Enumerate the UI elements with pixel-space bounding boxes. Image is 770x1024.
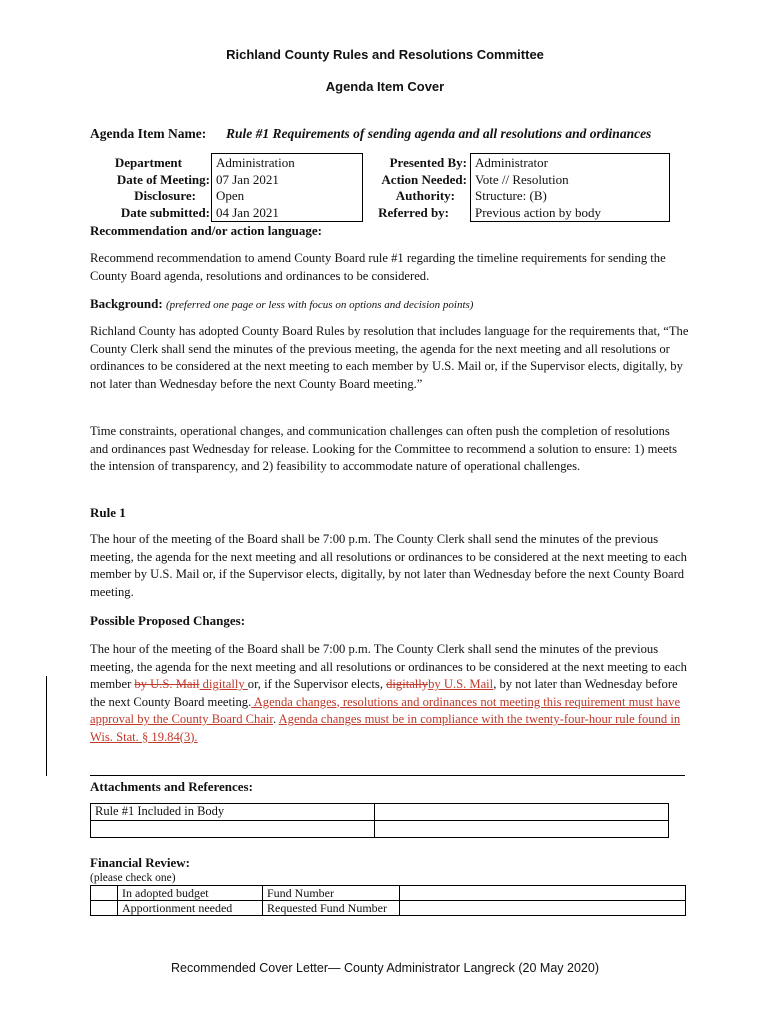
meta-value: 04 Jan 2021 bbox=[216, 204, 279, 220]
agenda-item-label: Agenda Item Name: bbox=[90, 126, 207, 141]
meta-label: Date submitted: bbox=[120, 204, 210, 220]
financial-note: (please check one) bbox=[90, 872, 176, 884]
table-cell bbox=[375, 804, 669, 821]
table-cell[interactable] bbox=[400, 886, 686, 901]
document-subtitle: Agenda Item Cover bbox=[325, 79, 445, 94]
financial-label: Financial Review: bbox=[90, 855, 191, 870]
meta-left-values bbox=[216, 155, 356, 221]
rule1-text: The hour of the meeting of the Board shall be 7:00 p.m. The County Clerk shall send the minutes of the previous meeting, the agenda for the next meeting and all resolutions or ordinances to be considered at the next meeting to each member by U.S. Mail or, if the Supervisor elects, digitally, by not later than Wednesday before the next County Board meeting. bbox=[90, 532, 687, 599]
meta-label: Authority: bbox=[395, 188, 455, 203]
meta-label: Department bbox=[114, 155, 182, 170]
recommendation-label: Recommendation and/or action language: bbox=[90, 223, 322, 238]
meta-left-labels bbox=[90, 155, 210, 221]
attachments-table bbox=[90, 803, 669, 838]
table-cell: Requested Fund Number bbox=[263, 901, 400, 916]
document-title: Richland County Rules and Resolutions Committee bbox=[226, 47, 544, 62]
table-cell: In adopted budget bbox=[118, 886, 263, 901]
table-row bbox=[91, 886, 686, 901]
inserted-text: digitally bbox=[199, 677, 248, 691]
meta-value: Previous action by body bbox=[475, 204, 602, 220]
checkbox-cell[interactable] bbox=[91, 886, 118, 901]
meta-value: Structure: (B) bbox=[475, 188, 547, 203]
meta-label: Date of Meeting: bbox=[116, 171, 210, 187]
proposed-label: Possible Proposed Changes: bbox=[90, 613, 246, 628]
attachments-label: Attachments and References: bbox=[90, 779, 253, 794]
background-note: (preferred one page or less with focus on options and decision points) bbox=[165, 299, 474, 311]
table-cell bbox=[375, 821, 669, 838]
page-footer: Recommended Cover Letter— County Administrator Langreck (20 May 2020) bbox=[171, 961, 599, 975]
table-cell: Rule #1 Included in Body bbox=[91, 804, 375, 821]
table-row bbox=[91, 901, 686, 916]
meta-label: Disclosure: bbox=[134, 188, 196, 203]
meta-right-values bbox=[475, 155, 665, 221]
meta-label: Action Needed: bbox=[381, 171, 467, 187]
rule1-label: Rule 1 bbox=[90, 505, 126, 520]
table-cell bbox=[91, 821, 375, 838]
meta-label: Presented By: bbox=[389, 155, 467, 170]
agenda-item-value: Rule #1 Requirements of sending agenda and all resolutions and ordinances bbox=[226, 126, 652, 141]
inserted-text: by U.S. Mail bbox=[428, 677, 494, 691]
meta-value: Vote // Resolution bbox=[475, 171, 569, 187]
change-bar bbox=[46, 676, 47, 776]
table-cell[interactable] bbox=[400, 901, 686, 916]
table-cell: Fund Number bbox=[263, 886, 400, 901]
proposed-text-part: The hour of the meeting of the Board shall be 7:00 p.m. The County Clerk shall send the minutes of the previous meeting, the agenda for the next meeting and all resolutions or ordinances to be considered at the next meeting to each member bbox=[90, 642, 687, 691]
meta-value: Administrator bbox=[475, 155, 548, 170]
agenda-item-name bbox=[90, 126, 651, 142]
deleted-text: by U.S. Mail bbox=[134, 677, 200, 691]
inserted-text: Agenda changes, resolutions and ordinances not meeting this requirement must have approval by the County Board Chair bbox=[90, 694, 681, 726]
deleted-text: digitally bbox=[386, 677, 429, 691]
proposed-text-part: , by not later than Wednesday before the next County Board meeting. bbox=[90, 677, 678, 709]
meta-right-labels bbox=[362, 155, 467, 221]
background-paragraph-2: Time constraints, operational changes, and communication challenges can often push the completion of resolutions and ordinances past Wednesday for release. Looking for the Committee to recommend a solution to ensure: 1) meets the intension of transparency, and 2) feasibility to accommodate nature of operational challenges. bbox=[90, 424, 677, 473]
section-divider bbox=[90, 775, 685, 776]
meta-label: Referred by: bbox=[378, 204, 449, 220]
meta-value: Administration bbox=[216, 155, 295, 170]
proposed-text-part: . bbox=[272, 712, 279, 726]
recommendation-text: Recommend recommendation to amend County Board rule #1 regarding the timeline requirements for sending the County Board agenda, resolutions and ordinances to be considered. bbox=[90, 251, 666, 283]
background-label: Background: bbox=[90, 296, 163, 311]
inserted-text: Agenda changes must be in compliance with the twenty-four-hour rule found in Wis. Stat. § 19.84(3). bbox=[90, 712, 681, 744]
background-heading bbox=[90, 296, 473, 312]
financial-table bbox=[90, 885, 686, 916]
table-cell: Apportionment needed bbox=[118, 901, 263, 916]
proposed-text-part: or, if the Supervisor elects, bbox=[247, 677, 387, 691]
checkbox-cell[interactable] bbox=[91, 901, 118, 916]
proposed-text bbox=[90, 641, 690, 746]
background-paragraph-1: Richland County has adopted County Board Rules by resolution that includes language for the requirements that, “The County Clerk shall send the minutes of the previous meeting, the agenda for the next meeting and all resolutions or ordinances to be considered at the next meeting to each member by U.S. Mail or, if the Supervisor elects, digitally, by not later than Wednesday before the next County Board meeting.” bbox=[90, 324, 689, 391]
meta-value: 07 Jan 2021 bbox=[216, 171, 279, 187]
meta-value: Open bbox=[216, 188, 245, 203]
table-row bbox=[91, 821, 669, 838]
table-row bbox=[91, 804, 669, 821]
